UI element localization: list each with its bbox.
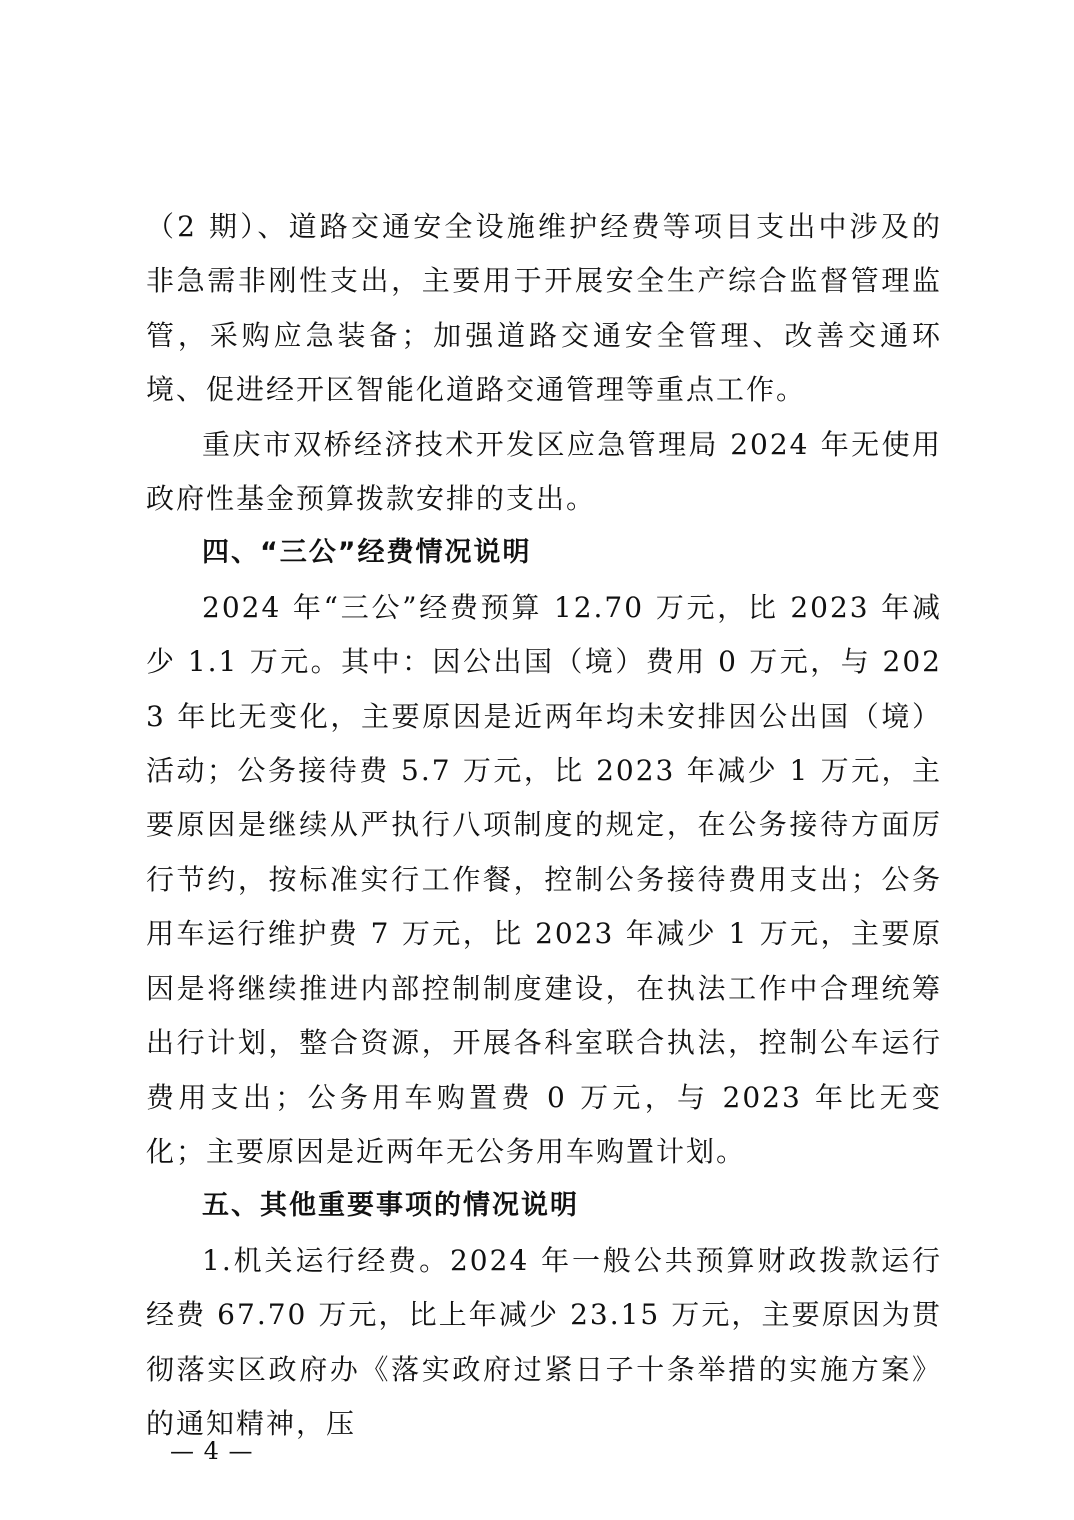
paragraph-fund-budget: 重庆市双桥经济技术开发区应急管理局 2024 年无使用政府性基金预算拨款安排的支出。	[146, 427, 942, 516]
paragraph-continuation: （2 期）、道路交通安全设施维护经费等项目支出中涉及的非急需非刚性支出，主要用于开展安全生产综合监督管理监管，采购应急装备；加强道路交通安全管理、改善交通环境、促进经开区智能化道路交通管理等重点工作。	[146, 210, 942, 407]
page-number: — 4 —	[170, 1437, 254, 1465]
section-heading-other-matters: 五、其他重要事项的情况说明	[202, 1190, 579, 1222]
document-body	[146, 200, 942, 1451]
section-heading-three-public: 四、“三公”经费情况说明	[202, 537, 532, 569]
paragraph-operating-expenses: 1.机关运行经费。2024 年一般公共预算财政拨款运行经费 67.70 万元，比上年减少 23.15 万元，主要原因为贯彻落实区政府办《落实政府过紧日子十条举措的实施方案》的通知精神，压	[146, 1243, 942, 1440]
paragraph-three-public-expenses: 2024 年“三公”经费预算 12.70 万元，比 2023 年减少 1.1 万元。其中：因公出国（境）费用 0 万元，与 2023 年比无变化，主要原因是近两年均未安排因公出国（境）活动；公务接待费 5.7 万元，比 2023 年减少 1 万元，主要原因是继续从严执行八项制度的规定，在公务接待方面厉行节约，按标准实行工作餐，控制公务接待费用支出；公务用车运行维护费 7 万元，比 2023 年减少 1 万元，主要原因是将继续推进内部控制制度建设，在执法工作中合理统筹出行计划，整合资源，开展各科室联合执法，控制公车运行费用支出；公务用车购置费 0 万元，与 2023 年比无变化；主要原因是近两年无公务用车购置计划。	[146, 590, 942, 1168]
